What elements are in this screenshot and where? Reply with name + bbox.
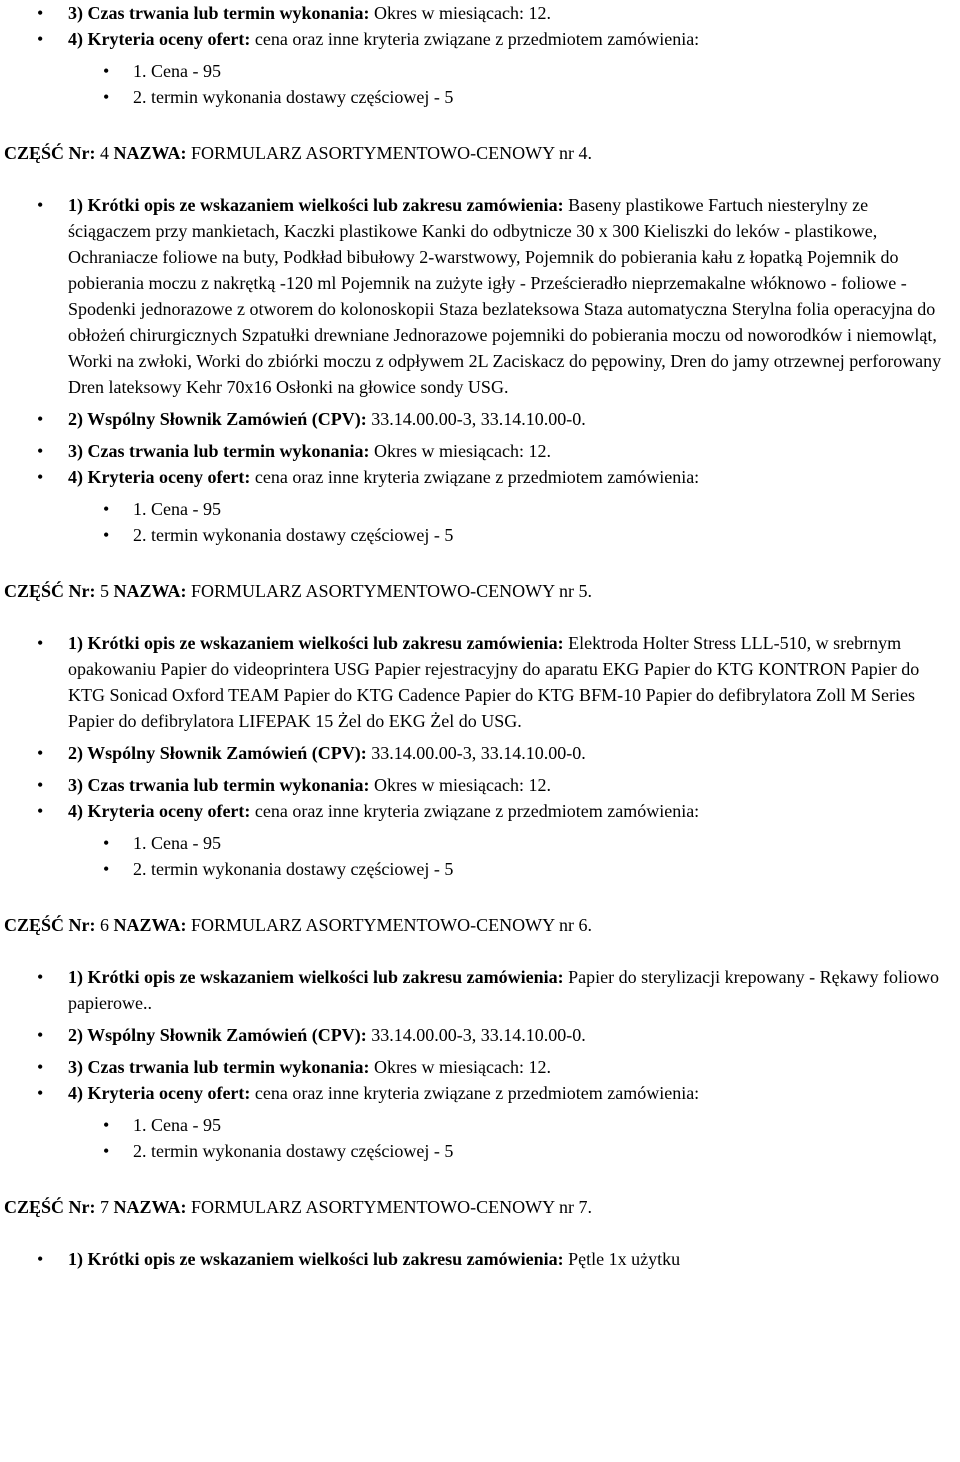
criteria-item: [0, 464, 960, 490]
part-number: 4: [100, 143, 110, 163]
cpv-list: [0, 406, 960, 432]
criteria-delivery: • 2. termin wykonania dostawy częściowej - 5: [0, 856, 960, 882]
criteria-delivery: • 2. termin wykonania dostawy częściowej - 5: [0, 1138, 960, 1164]
part-name: FORMULARZ ASORTYMENTOWO-CENOWY nr 7.: [191, 1197, 592, 1217]
duration-item: [0, 0, 960, 26]
description-label: 1) Krótki opis ze wskazaniem wielkości lub zakresu zamówienia:: [68, 633, 564, 653]
part-label: CZĘŚĆ Nr:: [4, 1197, 96, 1217]
criteria-label: 4) Kryteria oceny ofert:: [68, 1083, 251, 1103]
criteria-delivery: • 2. termin wykonania dostawy częściowej - 5: [0, 84, 960, 110]
criteria-delivery: • 2. termin wykonania dostawy częściowej - 5: [0, 522, 960, 548]
criteria-list: [0, 58, 960, 110]
name-label: NAZWA:: [113, 581, 187, 601]
part-number: 6: [100, 915, 110, 935]
criteria-price: • 1. Cena - 95: [0, 58, 960, 84]
part-name: FORMULARZ ASORTYMENTOWO-CENOWY nr 5.: [191, 581, 592, 601]
part-number: 7: [100, 1197, 110, 1217]
duration-value: Okres w miesiącach: 12.: [374, 775, 551, 795]
description-item: [0, 1246, 960, 1272]
part-details: [0, 964, 960, 1016]
duration-value: Okres w miesiącach: 12.: [374, 441, 551, 461]
duration-criteria-list: [0, 1054, 960, 1106]
duration-value: Okres w miesiącach: 12.: [374, 3, 551, 23]
criteria-label: 4) Kryteria oceny ofert:: [68, 801, 251, 821]
cpv-value: 33.14.00.00-3, 33.14.10.00-0.: [371, 409, 586, 429]
cpv-value: 33.14.00.00-3, 33.14.10.00-0.: [371, 1025, 586, 1045]
name-label: NAZWA:: [113, 143, 187, 163]
part-name: FORMULARZ ASORTYMENTOWO-CENOWY nr 4.: [191, 143, 592, 163]
description-label: 1) Krótki opis ze wskazaniem wielkości lub zakresu zamówienia:: [68, 195, 564, 215]
part-details: [0, 192, 960, 400]
criteria-list: [0, 1112, 960, 1164]
part-details: [0, 1246, 960, 1272]
name-label: NAZWA:: [113, 915, 187, 935]
criteria-item: [0, 798, 960, 824]
criteria-label: 4) Kryteria oceny ofert:: [68, 29, 251, 49]
part-heading: [0, 578, 960, 604]
criteria-value: cena oraz inne kryteria związane z przedmiotem zamówienia:: [254, 467, 700, 487]
part-heading: [0, 912, 960, 938]
duration-label: 3) Czas trwania lub termin wykonania:: [68, 3, 370, 23]
duration-item: [0, 438, 960, 464]
name-label: NAZWA:: [113, 1197, 187, 1217]
description-value: Papier do sterylizacji krepowany - Rękawy foliowo papierowe..: [68, 967, 940, 1013]
description-item: [0, 192, 960, 400]
duration-item: [0, 1054, 960, 1080]
top-continuation: [0, 0, 960, 52]
description-label: 1) Krótki opis ze wskazaniem wielkości lub zakresu zamówienia:: [68, 1249, 564, 1269]
part-label: CZĘŚĆ Nr:: [4, 915, 96, 935]
part-number: 5: [100, 581, 110, 601]
criteria-price: • 1. Cena - 95: [0, 830, 960, 856]
criteria-list: [0, 830, 960, 882]
criteria-value: cena oraz inne kryteria związane z przedmiotem zamówienia:: [254, 801, 700, 821]
cpv-value: 33.14.00.00-3, 33.14.10.00-0.: [371, 743, 586, 763]
criteria-price: • 1. Cena - 95: [0, 496, 960, 522]
description-item: [0, 964, 960, 1016]
duration-criteria-list: [0, 772, 960, 824]
cpv-list: [0, 740, 960, 766]
duration-item: [0, 772, 960, 798]
duration-label: 3) Czas trwania lub termin wykonania:: [68, 1057, 370, 1077]
description-value: Baseny plastikowe Fartuch niesterylny ze ściągaczem przy mankietach, Kaczki plastikowe Kanki do odbytnicze 30 x 300 Kieliszki do leków - plastikowe, Ochraniacze foliowe na buty, Podkład bibułowy 2-warstwowy, Pojemnik do pobierania kału z łopatką Pojemnik do pobierania moczu z nakrętką -120 ml Pojemnik na zużyte igły - Prześcieradło nieprzemakalne włóknowo - foliowe - Spodenki jednorazowe z otworem do kolonoskopii Staza bezlateksowa Staza automatyczna Sterylna folia operacyjna do obłożeń chirurgicznych Szpatułki drewniane Jednorazowe pojemniki do pobierania moczu od noworodków i niemowląt, Worki na zwłoki, Worki do zbiórki moczu z odpływem 2L Zaciskacz do pępowiny, Dren do jamy otrzewnej perforowany Dren lateksowy Kehr 70x16 Osłonki na głowice sondy USG.: [68, 195, 942, 397]
criteria-list: [0, 496, 960, 548]
cpv-item: [0, 740, 960, 766]
criteria-value: cena oraz inne kryteria związane z przedmiotem zamówienia:: [254, 1083, 700, 1103]
description-item: [0, 630, 960, 734]
description-value: Pętle 1x użytku: [568, 1249, 681, 1269]
criteria-label: 4) Kryteria oceny ofert:: [68, 467, 251, 487]
part-heading: [0, 1194, 960, 1220]
part-label: CZĘŚĆ Nr:: [4, 581, 96, 601]
cpv-item: [0, 406, 960, 432]
criteria-item: [0, 1080, 960, 1106]
description-value: Elektroda Holter Stress LLL-510, w srebrnym opakowaniu Papier do videoprintera USG Papier rejestracyjny do aparatu EKG Papier do KTG KONTRON Papier do KTG Sonicad Oxford TEAM Papier do KTG Cadence Papier do KTG BFM-10 Papier do defibrylatora Zoll M Series Papier do defibrylatora LIFEPAK 15 Żel do EKG Żel do USG.: [68, 633, 920, 731]
part-label: CZĘŚĆ Nr:: [4, 143, 96, 163]
criteria-price: • 1. Cena - 95: [0, 1112, 960, 1138]
criteria-item: [0, 26, 960, 52]
cpv-label: 2) Wspólny Słownik Zamówień (CPV):: [68, 409, 367, 429]
cpv-label: 2) Wspólny Słownik Zamówień (CPV):: [68, 743, 367, 763]
part-heading: [0, 140, 960, 166]
duration-label: 3) Czas trwania lub termin wykonania:: [68, 441, 370, 461]
duration-label: 3) Czas trwania lub termin wykonania:: [68, 775, 370, 795]
description-label: 1) Krótki opis ze wskazaniem wielkości lub zakresu zamówienia:: [68, 967, 564, 987]
cpv-label: 2) Wspólny Słownik Zamówień (CPV):: [68, 1025, 367, 1045]
duration-criteria-list: [0, 438, 960, 490]
cpv-list: [0, 1022, 960, 1048]
duration-value: Okres w miesiącach: 12.: [374, 1057, 551, 1077]
criteria-value: cena oraz inne kryteria związane z przedmiotem zamówienia:: [254, 29, 700, 49]
part-name: FORMULARZ ASORTYMENTOWO-CENOWY nr 6.: [191, 915, 592, 935]
cpv-item: [0, 1022, 960, 1048]
part-details: [0, 630, 960, 734]
